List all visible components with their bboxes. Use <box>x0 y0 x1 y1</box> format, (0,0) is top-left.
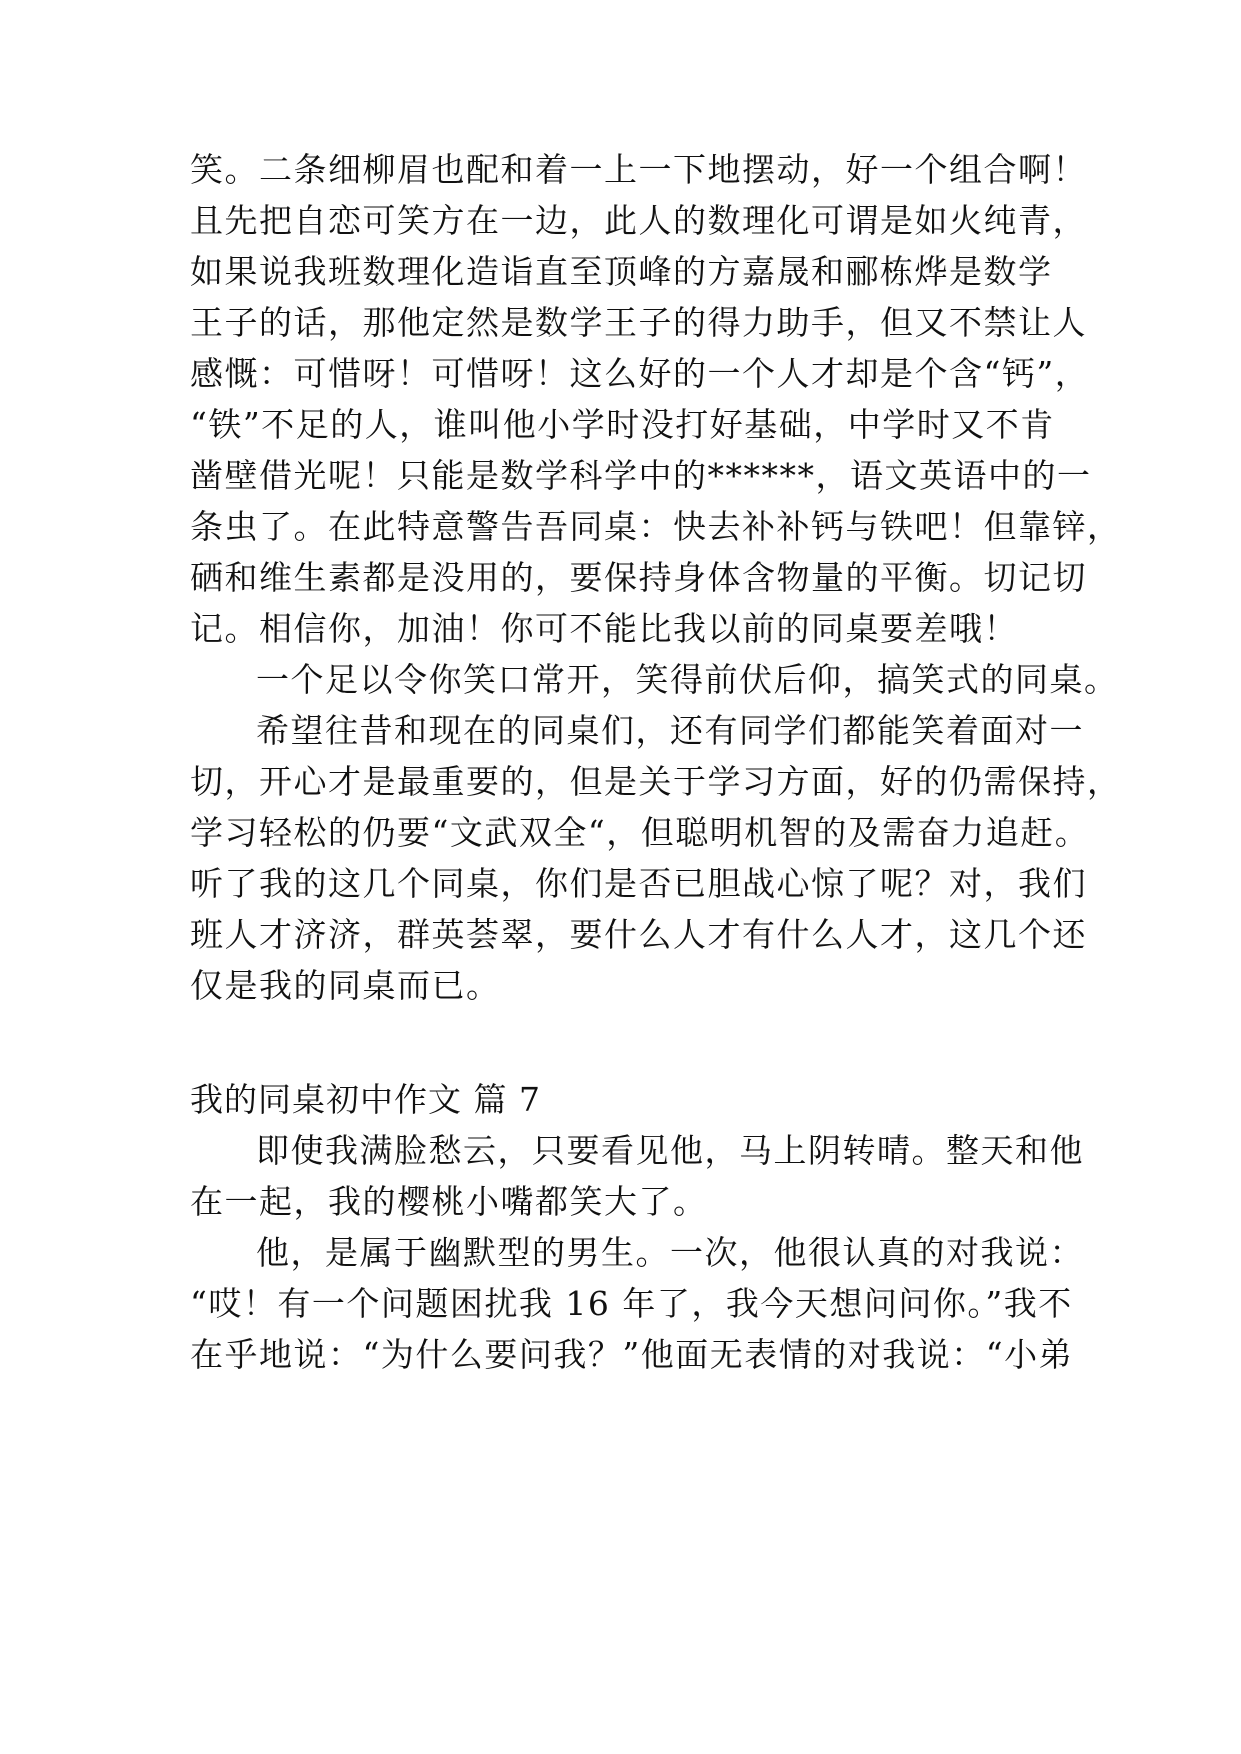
paragraph-line: 硒和维生素都是没用的，要保持身体含物量的平衡。切记切 <box>190 558 1087 597</box>
paragraph-line: 在一起，我的樱桃小嘴都笑大了。 <box>190 1182 708 1221</box>
paragraph-line: 切，开心才是最重要的，但是关于学习方面，好的仍需保持， <box>190 762 1122 801</box>
paragraph-line: 凿壁借光呢！只能是数学科学中的******，语文英语中的一 <box>190 456 1092 495</box>
paragraph-line: 条虫了。在此特意警告吾同桌：快去补补钙与铁吧！但靠锌， <box>190 507 1122 546</box>
paragraph-line: 仅是我的同桌而已。 <box>190 966 501 1005</box>
paragraph-first-line: 一个足以令你笑口常开，笑得前伏后仰，搞笑式的同桌。 <box>256 660 1119 699</box>
paragraph-line: 感慨：可惜呀！可惜呀！这么好的一个人才却是个含“钙”， <box>190 354 1090 393</box>
paragraph-line: 听了我的这几个同桌，你们是否已胆战心惊了呢？对，我们 <box>190 864 1087 903</box>
paragraph-line: 班人才济济，群英荟翠，要什么人才有什么人才，这几个还 <box>190 915 1087 954</box>
paragraph-line: 在乎地说：“为什么要问我？”他面无表情的对我说：“小弟 <box>190 1335 1074 1374</box>
paragraph-line: “哎！有一个问题困扰我 16 年了，我今天想问问你。”我不 <box>190 1284 1073 1323</box>
paragraph-line: 且先把自恋可笑方在一边，此人的数理化可谓是如火纯青， <box>190 201 1087 240</box>
paragraph-line: 如果说我班数理化造诣直至顶峰的方嘉晟和郦栋烨是数学 <box>190 252 1053 291</box>
section-heading: 我的同桌初中作文 篇 7 <box>190 1080 541 1119</box>
paragraph-line: 记。相信你，加油！你可不能比我以前的同桌要差哦！ <box>190 609 1018 648</box>
paragraph-line: “铁”不足的人，谁叫他小学时没打好基础，中学时又不肯 <box>190 405 1055 444</box>
paragraph-first-line: 他，是属于幽默型的男生。一次，他很认真的对我说： <box>256 1233 1084 1272</box>
paragraph-line: 笑。二条细柳眉也配和着一上一下地摆动，好一个组合啊！ <box>190 150 1087 189</box>
paragraph-line: 学习轻松的仍要“文武双全“，但聪明机智的及需奋力追赶。 <box>190 813 1090 852</box>
paragraph-first-line: 希望往昔和现在的同桌们，还有同学们都能笑着面对一 <box>256 711 1084 750</box>
paragraph-first-line: 即使我满脸愁云，只要看见他，马上阴转晴。整天和他 <box>256 1131 1084 1170</box>
paragraph-line: 王子的话，那他定然是数学王子的得力助手，但又不禁让人 <box>190 303 1087 342</box>
